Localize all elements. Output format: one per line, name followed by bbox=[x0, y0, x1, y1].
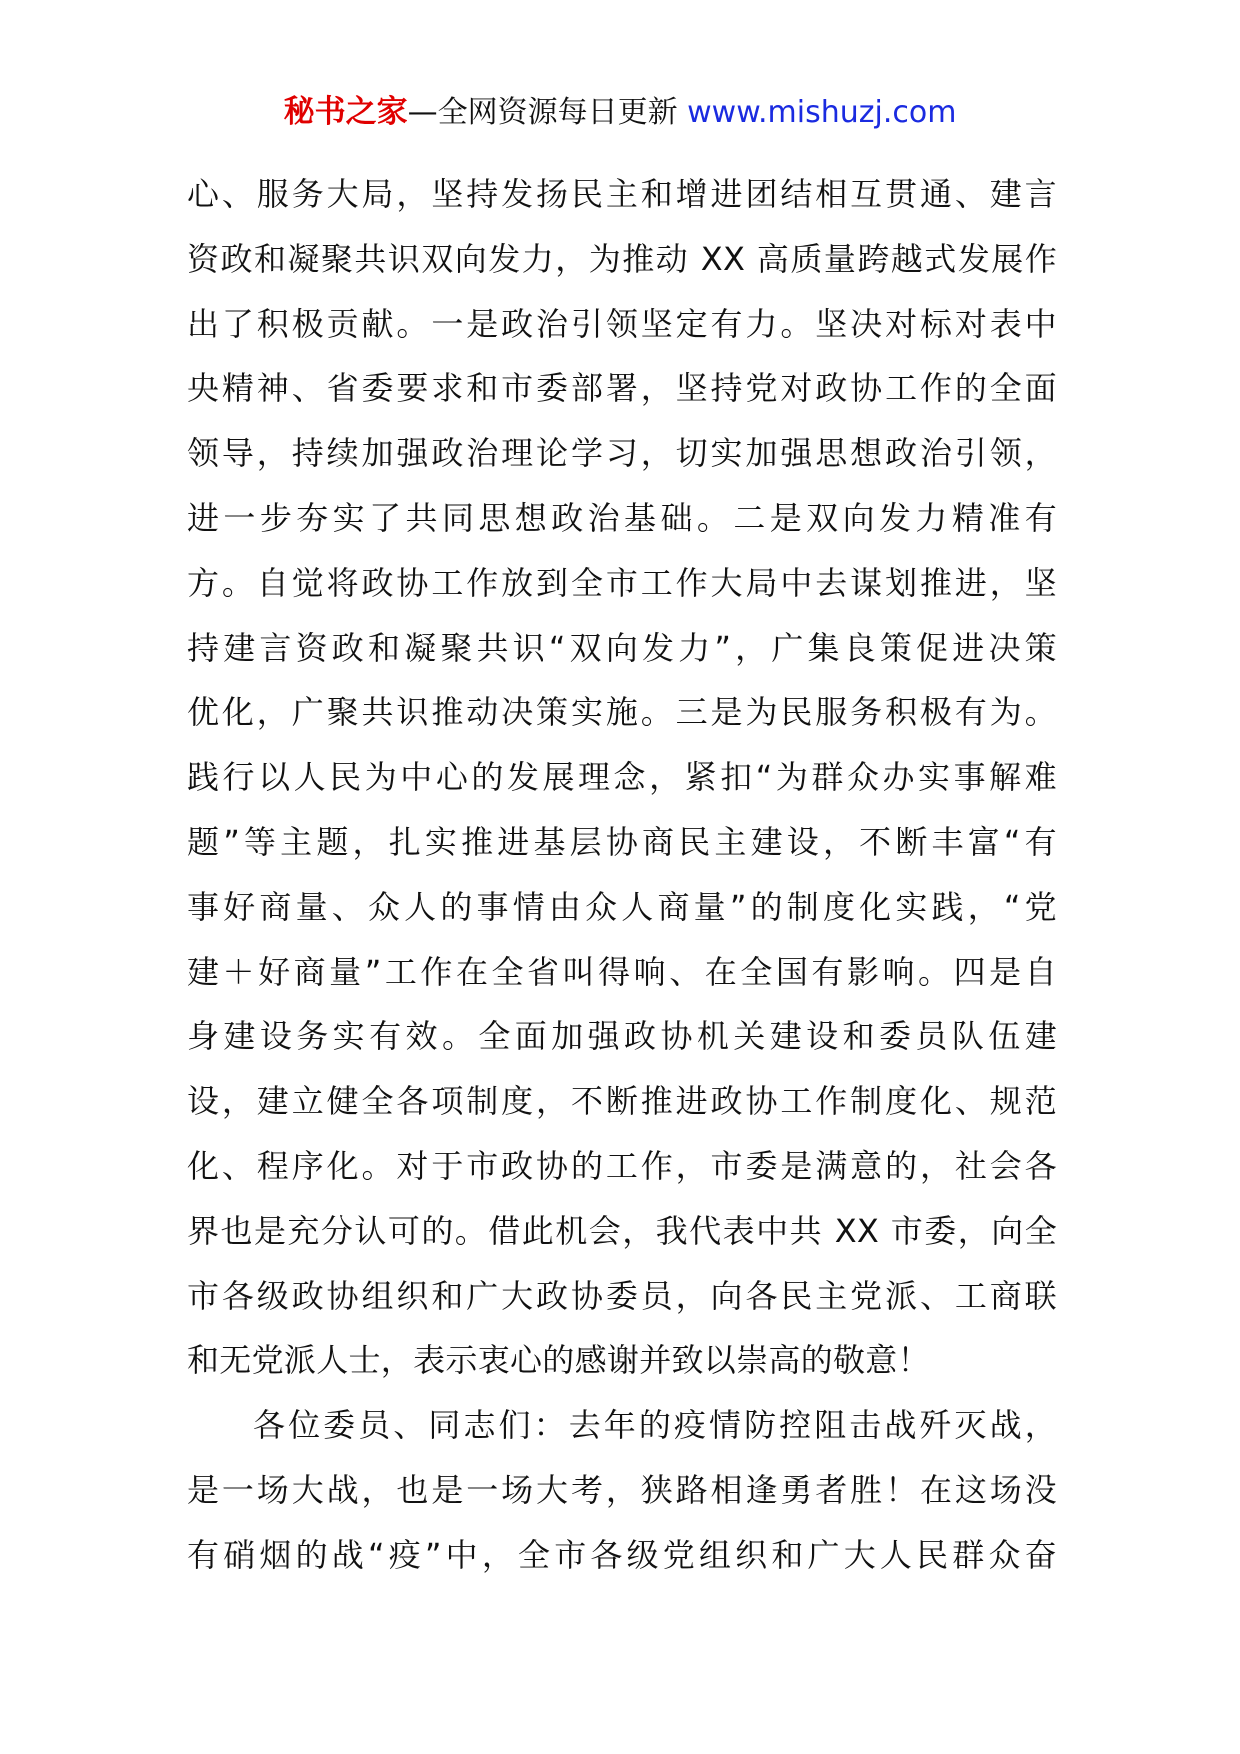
text-line: 领导，持续加强政治理论学习，切实加强思想政治引领， bbox=[187, 434, 1057, 473]
text-line: 优化，广聚共识推动决策实施。三是为民服务积极有为。 bbox=[187, 693, 1057, 732]
site-header bbox=[0, 94, 1240, 131]
header-tagline: —全网资源每日更新 bbox=[407, 95, 688, 130]
text-line: 设，建立健全各项制度，不断推进政协工作制度化、规范 bbox=[187, 1082, 1057, 1121]
brand-name: 秘书之家 bbox=[283, 94, 408, 130]
text-line: 出了积极贡献。一是政治引领坚定有力。坚决对标对表中 bbox=[187, 304, 1057, 343]
text-line: 和无党派人士，表示衷心的感谢并致以崇高的敬意！ bbox=[187, 1341, 930, 1380]
text-line: 心、服务大局，坚持发扬民主和增进团结相互贯通、建言 bbox=[187, 175, 1057, 213]
text-line: 事好商量、众人的事情由众人商量”的制度化实践，“党 bbox=[187, 887, 1057, 926]
text-line: 央精神、省委要求和市委部署，坚持党对政协工作的全面 bbox=[187, 369, 1057, 408]
text-line: 界也是充分认可的。借此机会，我代表中共 XX 市委，向全 bbox=[187, 1211, 1057, 1250]
text-line: 题”等主题，扎实推进基层协商民主建设，不断丰富“有 bbox=[187, 822, 1057, 861]
document-body bbox=[187, 162, 1057, 1588]
text-line: 资政和凝聚共识双向发力，为推动 XX 高质量跨越式发展作 bbox=[187, 239, 1057, 278]
text-line: 是一场大战，也是一场大考，狭路相逢勇者胜！在这场没 bbox=[187, 1470, 1057, 1509]
text-line: 市各级政协组织和广大政协委员，向各民主党派、工商联 bbox=[187, 1276, 1057, 1315]
text-line: 践行以人民为中心的发展理念，紧扣“为群众办实事解难 bbox=[187, 758, 1057, 797]
text-line: 化、程序化。对于市政协的工作，市委是满意的，社会各 bbox=[187, 1146, 1057, 1185]
text-line: 方。自觉将政协工作放到全市工作大局中去谋划推进，坚 bbox=[187, 563, 1057, 602]
text-line: 身建设务实有效。全面加强政协机关建设和委员队伍建 bbox=[187, 1017, 1057, 1056]
text-line: 持建言资政和凝聚共识“双向发力”，广集良策促进决策 bbox=[187, 628, 1057, 667]
site-url[interactable]: www.mishuzj.com bbox=[687, 95, 957, 130]
text-line: 进一步夯实了共同思想政治基础。二是双向发力精准有 bbox=[187, 498, 1057, 537]
paragraph-first-line: 各位委员、同志们：去年的疫情防控阻击战歼灭战， bbox=[253, 1406, 1057, 1445]
text-line: 建＋好商量”工作在全省叫得响、在全国有影响。四是自 bbox=[187, 952, 1057, 991]
text-line: 有硝烟的战“疫”中，全市各级党组织和广大人民群众奋 bbox=[187, 1535, 1057, 1574]
